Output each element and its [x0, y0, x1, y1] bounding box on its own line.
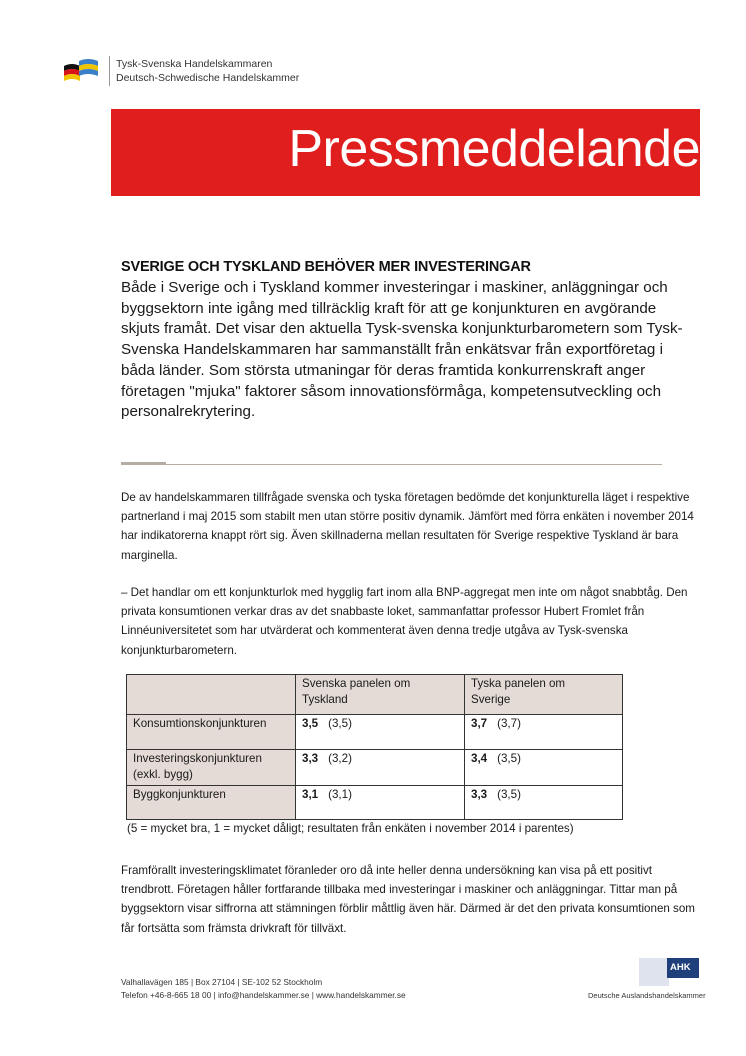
current-value: 3,3	[471, 788, 488, 801]
footer-address: Valhallavägen 185 | Box 27104 | SE-102 52 Stockholm	[121, 977, 323, 987]
previous-value: (3,1)	[328, 788, 352, 801]
previous-value: (3,5)	[497, 788, 521, 801]
swedish-panel-value	[296, 715, 465, 750]
body-paragraph-2: – Det handlar om ett konjunkturlok med hygglig fart inom alla BNP-aggregat men inte om något snabbtåg. Den privata konsumtionen verkar dras av det snabbaste loket, sammanfattar professor Hubert Fromlet från Linnéuniversitetet som har utvärderat och kommenterat även denna tredje utgåva av Tysk-svenska konjunkturbarometern.	[121, 586, 688, 657]
previous-value: (3,7)	[497, 717, 521, 730]
german-panel-value	[465, 750, 623, 786]
barometer-table	[126, 674, 623, 820]
row-label-text: Investeringskonjunkturen	[133, 752, 262, 765]
row-label-text: Byggkonjunkturen	[133, 788, 226, 801]
table-header-swedish-panel-line2: Tyskland	[302, 693, 348, 706]
lead-paragraph: Både i Sverige och i Tyskland kommer investeringar i maskiner, anläggningar och byggsektorn inte igång med tillräcklig kraft för att ge konjunkturen en avgörande skjuts framåt. Det visar den aktuella Tysk-svenska konjunkturbarometern som Tysk-Svenska Handelskammaren har sammanställt från enkätsvar från exportföretag i båda länder. Som största utmaningar för deras framtida konkurrenskraft anger företagen "mjuka" faktorer såsom innovationsförmåga, kompetensutveckling och personalrekrytering.	[121, 279, 683, 421]
swedish-panel-value	[296, 750, 465, 786]
german-panel-value	[465, 786, 623, 820]
ahk-name: Deutsche Auslandshandelskammer	[588, 991, 706, 1000]
row-label-subtext: (exkl. bygg)	[133, 768, 193, 781]
current-value: 3,7	[471, 717, 488, 730]
chamber-name-german: Deutsch-Schwedische Handelskammer	[116, 72, 300, 84]
body-paragraph-3: Framförallt investeringsklimatet föranleder oro då inte heller denna undersökning kan visa på ett positivt trendbrott. Företagen håller fortfarande tillbaka med investeringar i maskiner och anläggningar. Tittar man på byggsektorn visar siffrorna att stämningen förblir måttlig även här. Därmed är det den privata konsumtionen som får fortsätta som främsta drivkraft för tillväxt.	[121, 864, 695, 935]
footer-contact	[121, 976, 406, 1002]
title-banner	[111, 109, 700, 196]
current-value: 3,5	[302, 717, 319, 730]
previous-value: (3,2)	[328, 752, 352, 765]
table-header-empty	[127, 675, 296, 715]
body-paragraph-1: De av handelskammaren tillfrågade svenska och tyska företagen bedömde det konjunkturella läget i respektive partnerland i maj 2015 som stabilt men utan större positiv dynamik. Jämfört med förra enkäten i november 2014 har indikatorerna knappt rört sig. Även skillnaderna mellan resultaten för Sverige respektive Tyskland är bara marginella.	[121, 491, 694, 562]
table-note: (5 = mycket bra, 1 = mycket dåligt; resultaten från enkäten i november 2014 i parentes)	[127, 822, 574, 835]
table-row	[127, 750, 623, 786]
chamber-name-swedish: Tysk-Svenska Handelskammaren	[116, 58, 273, 70]
footer-phone-email-web: Telefon +46-8-665 18 00 | info@handelskammer.se | www.handelskammer.se	[121, 990, 406, 1000]
previous-value: (3,5)	[497, 752, 521, 765]
ahk-logo-text: AHK	[670, 962, 691, 973]
table-header-swedish-panel-line1: Svenska panelen om	[302, 677, 411, 690]
row-label	[127, 786, 296, 820]
ahk-logo-light-block	[639, 958, 669, 986]
table-header-row	[127, 675, 623, 715]
german-panel-value	[465, 715, 623, 750]
table-header-german-panel-line2: Sverige	[471, 693, 511, 706]
row-label-text: Konsumtionskonjunkturen	[133, 717, 267, 730]
table-header-german-panel-line1: Tyska panelen om	[471, 677, 566, 690]
section-divider-accent	[121, 462, 166, 465]
table-row	[127, 786, 623, 820]
row-label	[127, 715, 296, 750]
row-label	[127, 750, 296, 786]
chamber-flag-logo	[62, 57, 100, 85]
table-header-swedish-panel	[296, 675, 465, 715]
headline: SVERIGE OCH TYSKLAND BEHÖVER MER INVESTERINGAR	[121, 259, 531, 275]
ahk-logo	[639, 958, 699, 986]
table-header-german-panel	[465, 675, 623, 715]
current-value: 3,4	[471, 752, 488, 765]
table-row	[127, 715, 623, 750]
logo-divider	[109, 56, 110, 86]
chamber-name	[116, 57, 299, 85]
current-value: 3,3	[302, 752, 319, 765]
section-divider	[121, 464, 662, 465]
banner-title: Pressmeddelande	[288, 120, 700, 178]
current-value: 3,1	[302, 788, 319, 801]
previous-value: (3,5)	[328, 717, 352, 730]
swedish-panel-value	[296, 786, 465, 820]
